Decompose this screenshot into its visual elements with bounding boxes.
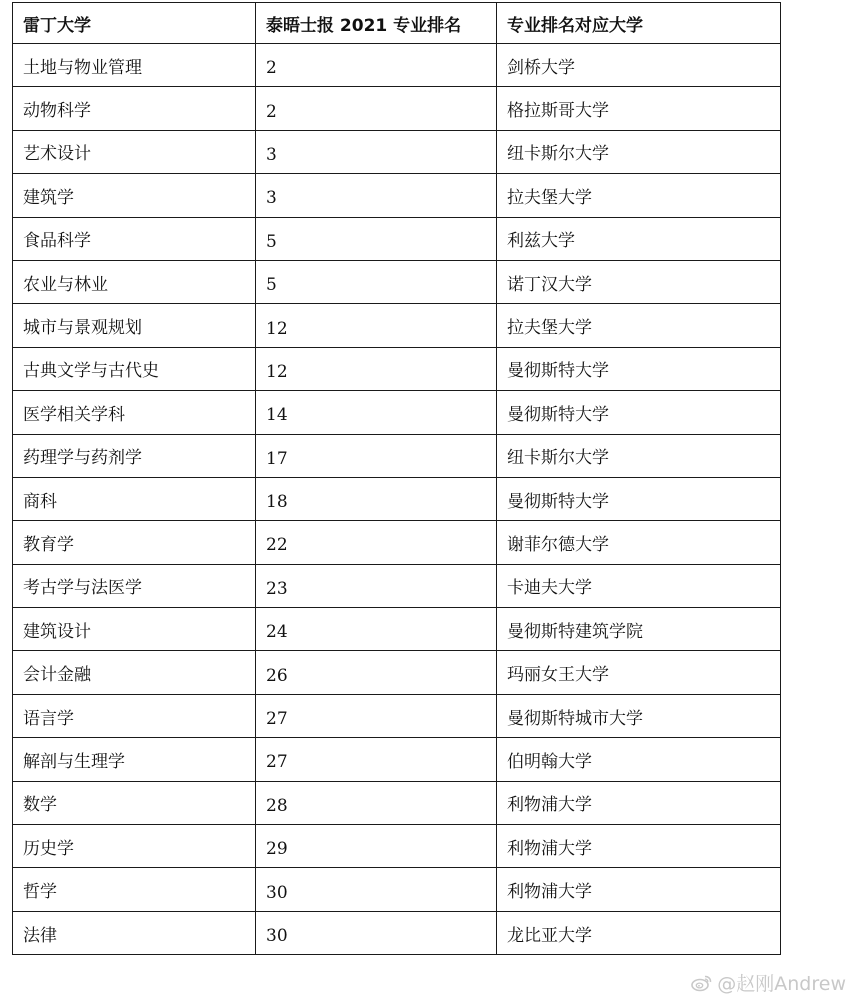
university-cell: 利物浦大学	[497, 825, 781, 868]
university-cell: 玛丽女王大学	[497, 651, 781, 694]
university-cell: 拉夫堡大学	[497, 304, 781, 347]
rank-cell: 30	[256, 911, 497, 954]
table-header	[13, 3, 781, 44]
subject-cell: 古典文学与古代史	[13, 347, 256, 390]
subject-cell: 法律	[13, 911, 256, 954]
table-row	[13, 44, 781, 87]
university-cell: 利兹大学	[497, 217, 781, 260]
university-cell: 曼彻斯特大学	[497, 477, 781, 520]
university-cell: 卡迪夫大学	[497, 564, 781, 607]
subject-cell: 考古学与法医学	[13, 564, 256, 607]
subject-cell: 会计金融	[13, 651, 256, 694]
university-cell: 曼彻斯特大学	[497, 347, 781, 390]
university-cell: 利物浦大学	[497, 781, 781, 824]
table-row	[13, 477, 781, 520]
rank-cell: 5	[256, 217, 497, 260]
university-cell: 谢菲尔德大学	[497, 521, 781, 564]
rank-cell: 2	[256, 44, 497, 87]
rank-cell: 28	[256, 781, 497, 824]
ranking-table	[12, 2, 781, 955]
table-row	[13, 825, 781, 868]
subject-cell: 医学相关学科	[13, 391, 256, 434]
weibo-watermark	[691, 969, 846, 996]
university-cell: 曼彻斯特城市大学	[497, 694, 781, 737]
subject-cell: 数学	[13, 781, 256, 824]
university-cell: 剑桥大学	[497, 44, 781, 87]
university-cell: 伯明翰大学	[497, 738, 781, 781]
rank-cell: 18	[256, 477, 497, 520]
rank-cell: 26	[256, 651, 497, 694]
rank-cell: 12	[256, 304, 497, 347]
table-row	[13, 651, 781, 694]
table-row	[13, 130, 781, 173]
subject-cell: 建筑设计	[13, 608, 256, 651]
rank-cell: 24	[256, 608, 497, 651]
university-cell: 龙比亚大学	[497, 911, 781, 954]
table-row	[13, 174, 781, 217]
table-row	[13, 868, 781, 911]
header-times-ranking: 泰晤士报 2021 专业排名	[256, 3, 497, 44]
rank-cell: 30	[256, 868, 497, 911]
table-body	[13, 44, 781, 955]
rank-cell: 22	[256, 521, 497, 564]
university-cell: 纽卡斯尔大学	[497, 434, 781, 477]
rank-cell: 17	[256, 434, 497, 477]
table-row	[13, 781, 781, 824]
subject-cell: 土地与物业管理	[13, 44, 256, 87]
rank-cell: 12	[256, 347, 497, 390]
table-row	[13, 911, 781, 954]
header-university-subject: 雷丁大学	[13, 3, 256, 44]
subject-cell: 城市与景观规划	[13, 304, 256, 347]
table-row	[13, 694, 781, 737]
subject-cell: 动物科学	[13, 87, 256, 130]
table-row	[13, 738, 781, 781]
university-cell: 拉夫堡大学	[497, 174, 781, 217]
table-row	[13, 260, 781, 303]
subject-cell: 食品科学	[13, 217, 256, 260]
rank-cell: 29	[256, 825, 497, 868]
rank-cell: 3	[256, 174, 497, 217]
university-cell: 格拉斯哥大学	[497, 87, 781, 130]
rank-cell: 23	[256, 564, 497, 607]
subject-cell: 艺术设计	[13, 130, 256, 173]
university-cell: 利物浦大学	[497, 868, 781, 911]
subject-cell: 解剖与生理学	[13, 738, 256, 781]
header-row	[13, 3, 781, 44]
university-cell: 纽卡斯尔大学	[497, 130, 781, 173]
subject-cell: 农业与林业	[13, 260, 256, 303]
table-row	[13, 391, 781, 434]
table-row	[13, 87, 781, 130]
university-cell: 诺丁汉大学	[497, 260, 781, 303]
table-row	[13, 217, 781, 260]
subject-cell: 历史学	[13, 825, 256, 868]
subject-cell: 教育学	[13, 521, 256, 564]
university-cell: 曼彻斯特建筑学院	[497, 608, 781, 651]
university-cell: 曼彻斯特大学	[497, 391, 781, 434]
subject-cell: 语言学	[13, 694, 256, 737]
table-row	[13, 304, 781, 347]
rank-cell: 14	[256, 391, 497, 434]
ranking-table-container	[12, 2, 781, 955]
rank-cell: 2	[256, 87, 497, 130]
table-row	[13, 608, 781, 651]
watermark-text: @赵刚Andrew	[717, 973, 846, 995]
header-matching-university: 专业排名对应大学	[497, 3, 781, 44]
rank-cell: 3	[256, 130, 497, 173]
rank-cell: 27	[256, 694, 497, 737]
table-row	[13, 347, 781, 390]
subject-cell: 哲学	[13, 868, 256, 911]
rank-cell: 27	[256, 738, 497, 781]
subject-cell: 建筑学	[13, 174, 256, 217]
subject-cell: 商科	[13, 477, 256, 520]
table-row	[13, 434, 781, 477]
table-row	[13, 521, 781, 564]
table-row	[13, 564, 781, 607]
rank-cell: 5	[256, 260, 497, 303]
weibo-icon	[691, 974, 713, 992]
subject-cell: 药理学与药剂学	[13, 434, 256, 477]
